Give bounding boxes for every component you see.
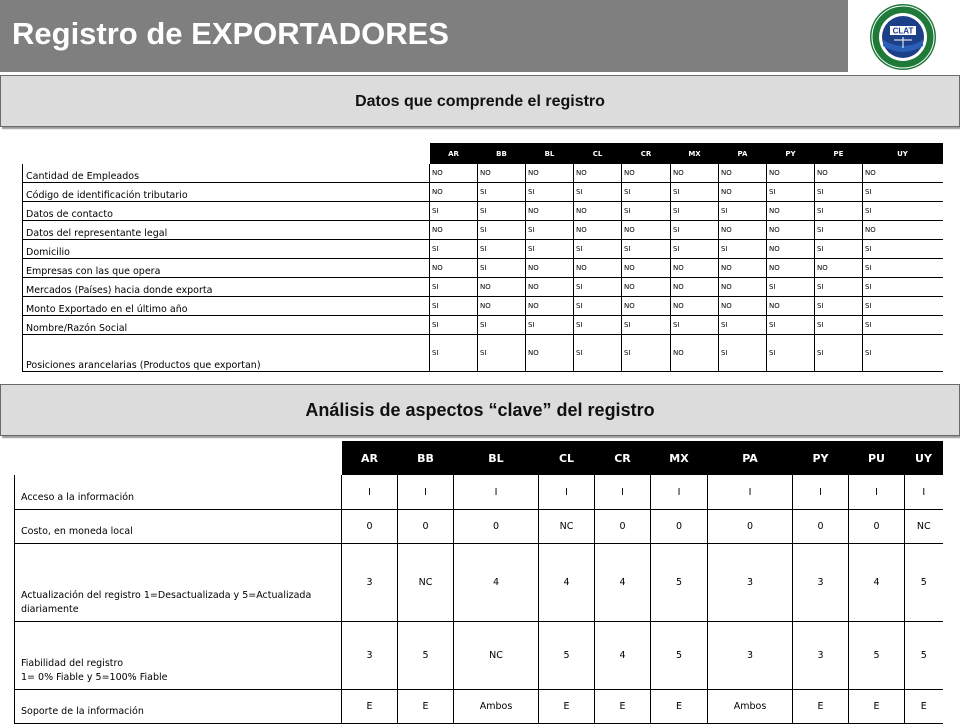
table-cell: NO (622, 221, 671, 240)
clat-seal-logo (850, 0, 960, 72)
table-cell: 4 (849, 544, 905, 622)
table-cell: 4 (539, 544, 595, 622)
row-label: Monto Exportado en el último año (23, 297, 430, 316)
table-cell: NO (526, 278, 574, 297)
table-cell: 5 (905, 544, 943, 622)
table-cell: SI (430, 297, 478, 316)
table-cell: 0 (849, 510, 905, 544)
table-cell: NO (767, 221, 815, 240)
column-header: MX (651, 441, 708, 475)
table-cell: SI (526, 221, 574, 240)
table-cell: SI (815, 297, 863, 316)
table-cell: 5 (539, 622, 595, 690)
table-cell: SI (430, 335, 478, 372)
table-cell: NO (719, 164, 767, 183)
table-cell: NO (526, 297, 574, 316)
table-cell: SI (526, 316, 574, 335)
table-cell: NO (526, 164, 574, 183)
column-header: UY (863, 143, 943, 164)
table-cell: SI (671, 316, 719, 335)
table-cell: NC (905, 510, 943, 544)
table-cell: NO (719, 297, 767, 316)
row-label: Fiabilidad del registro 1= 0% Fiable y 5=100% Fiable (15, 622, 342, 690)
column-header: CL (539, 441, 595, 475)
table-cell: NO (815, 164, 863, 183)
table-cell: SI (719, 316, 767, 335)
table-cell: SI (719, 240, 767, 259)
table-cell: NO (430, 221, 478, 240)
table-row (23, 202, 943, 221)
table-cell: NO (815, 259, 863, 278)
table-corner (15, 441, 342, 475)
table-cell: SI (863, 183, 943, 202)
table-cell: SI (526, 240, 574, 259)
table-cell: SI (863, 278, 943, 297)
table-cell: NO (719, 278, 767, 297)
row-label: Nombre/Razón Social (23, 316, 430, 335)
table-cell: SI (863, 259, 943, 278)
table-cell: 0 (595, 510, 651, 544)
table-cell: NO (526, 335, 574, 372)
table-cell: SI (622, 240, 671, 259)
section-header-analisis (0, 384, 960, 436)
row-label: Soporte de la información (15, 690, 342, 724)
table-cell: NO (719, 259, 767, 278)
column-header: PY (793, 441, 849, 475)
table-cell: 3 (793, 622, 849, 690)
table-cell: NO (719, 183, 767, 202)
table-cell: 5 (651, 544, 708, 622)
row-label: Mercados (Países) hacia donde exporta (23, 278, 430, 297)
table-cell: I (708, 475, 793, 510)
table-cell: 0 (398, 510, 454, 544)
table-cell: NO (863, 164, 943, 183)
table-cell: SI (430, 316, 478, 335)
table-cell: SI (574, 335, 622, 372)
table-cell: NO (526, 202, 574, 221)
table-cell: SI (478, 202, 526, 221)
table-cell: NO (767, 240, 815, 259)
table-cell: SI (671, 221, 719, 240)
table-cell: SI (430, 240, 478, 259)
table-row (23, 335, 943, 372)
table-cell: NO (767, 164, 815, 183)
table-cell: SI (863, 240, 943, 259)
table-cell: E (651, 690, 708, 724)
table-cell: 5 (651, 622, 708, 690)
table-cell: SI (815, 316, 863, 335)
table-cell: SI (815, 278, 863, 297)
table-cell: SI (478, 221, 526, 240)
column-header: BL (526, 143, 574, 164)
table-cell: SI (863, 202, 943, 221)
column-header: PA (719, 143, 767, 164)
table-cell: E (398, 690, 454, 724)
table-row (15, 690, 943, 724)
table-cell: SI (574, 240, 622, 259)
table-cell: 5 (398, 622, 454, 690)
table-cell: NO (478, 164, 526, 183)
row-label: Código de identificación tributario (23, 183, 430, 202)
table-cell: 3 (342, 622, 398, 690)
table-cell: SI (767, 316, 815, 335)
table-cell: SI (478, 335, 526, 372)
table-cell: SI (671, 183, 719, 202)
column-header: BL (454, 441, 539, 475)
row-label: Costo, en moneda local (15, 510, 342, 544)
table-cell: NC (454, 622, 539, 690)
table-cell: SI (719, 335, 767, 372)
table-cell: SI (671, 240, 719, 259)
table-row (23, 183, 943, 202)
table-cell: NO (478, 278, 526, 297)
table-cell: NO (574, 259, 622, 278)
table-cell: SI (526, 183, 574, 202)
section-title-analisis: Análisis de aspectos “clave” del registro (305, 400, 655, 420)
column-header: AR (342, 441, 398, 475)
table-cell: NO (574, 164, 622, 183)
table-row (23, 278, 943, 297)
table-cell: NO (767, 297, 815, 316)
table-row (23, 240, 943, 259)
column-header: CR (622, 143, 671, 164)
table-cell: SI (622, 202, 671, 221)
logo-text: CLAT (892, 26, 914, 36)
table-cell: SI (719, 202, 767, 221)
table-cell: NO (671, 278, 719, 297)
logo-box (850, 0, 960, 72)
column-header: MX (671, 143, 719, 164)
table-cell: SI (478, 183, 526, 202)
table-cell: SI (815, 183, 863, 202)
table-cell: NO (478, 297, 526, 316)
table-cell: 0 (793, 510, 849, 544)
column-header: PY (767, 143, 815, 164)
table-cell: NO (863, 221, 943, 240)
table-cell: I (454, 475, 539, 510)
row-label: Actualización del registro 1=Desactualizada y 5=Actualizada diariamente (15, 544, 342, 622)
table-row (15, 544, 943, 622)
table-cell: NO (574, 202, 622, 221)
table-cell: 3 (342, 544, 398, 622)
table-cell: SI (430, 202, 478, 221)
table-cell: SI (815, 221, 863, 240)
table-cell: NO (622, 259, 671, 278)
column-header: AR (430, 143, 478, 164)
column-header: CL (574, 143, 622, 164)
table-cell: I (539, 475, 595, 510)
column-header: CR (595, 441, 651, 475)
table-row (23, 259, 943, 278)
table-cell: NO (526, 259, 574, 278)
column-header: BB (398, 441, 454, 475)
table-cell: I (342, 475, 398, 510)
table-cell: NO (622, 164, 671, 183)
table-cell: E (905, 690, 943, 724)
column-header: PA (708, 441, 793, 475)
table-cell: 3 (708, 622, 793, 690)
table-cell: NO (671, 335, 719, 372)
column-header: PU (849, 441, 905, 475)
table-cell: I (905, 475, 943, 510)
table-cell: SI (815, 335, 863, 372)
table-row (23, 164, 943, 183)
table-cell: I (398, 475, 454, 510)
table-cell: SI (671, 202, 719, 221)
table-cell: SI (574, 297, 622, 316)
table-cell: Ambos (708, 690, 793, 724)
table-cell: NO (719, 221, 767, 240)
table-row (23, 221, 943, 240)
table-cell: SI (478, 316, 526, 335)
row-label: Acceso a la información (15, 475, 342, 510)
table-cell: NO (430, 183, 478, 202)
table-cell: 4 (595, 622, 651, 690)
row-label: Cantidad de Empleados (23, 164, 430, 183)
table-cell: I (849, 475, 905, 510)
table-cell: NO (622, 297, 671, 316)
table-cell: I (595, 475, 651, 510)
table-cell: SI (478, 240, 526, 259)
table-cell: NO (430, 259, 478, 278)
table-row (15, 622, 943, 690)
table-row (15, 510, 943, 544)
row-label: Posiciones arancelarias (Productos que exportan) (23, 335, 430, 372)
table-cell: 3 (708, 544, 793, 622)
table-cell: SI (622, 335, 671, 372)
table-cell: E (849, 690, 905, 724)
table-corner (23, 143, 430, 164)
table-cell: I (793, 475, 849, 510)
row-label: Datos de contacto (23, 202, 430, 221)
analisis-registro-table (14, 441, 943, 724)
table-cell: SI (574, 183, 622, 202)
table-cell: E (342, 690, 398, 724)
table-cell: NO (671, 297, 719, 316)
table-cell: SI (622, 316, 671, 335)
table-cell: SI (863, 316, 943, 335)
header-bar (0, 0, 848, 72)
table-row (23, 297, 943, 316)
table-cell: 5 (905, 622, 943, 690)
table-cell: E (595, 690, 651, 724)
table-cell: NO (574, 221, 622, 240)
table-cell: SI (863, 335, 943, 372)
datos-registro-table (22, 143, 943, 372)
table-cell: NO (767, 202, 815, 221)
table-cell: SI (767, 335, 815, 372)
table-cell: 5 (849, 622, 905, 690)
row-label: Datos del representante legal (23, 221, 430, 240)
row-label: Empresas con las que opera (23, 259, 430, 278)
table-cell: SI (478, 259, 526, 278)
row-label: Domicilio (23, 240, 430, 259)
table-cell: 0 (708, 510, 793, 544)
table-cell: SI (574, 316, 622, 335)
table-cell: SI (815, 202, 863, 221)
table-cell: SI (622, 183, 671, 202)
table-cell: NC (398, 544, 454, 622)
table-cell: 0 (651, 510, 708, 544)
table-cell: SI (767, 183, 815, 202)
table-cell: 4 (454, 544, 539, 622)
table-cell: SI (815, 240, 863, 259)
table-cell: NC (539, 510, 595, 544)
table-cell: NO (767, 259, 815, 278)
table-cell: SI (863, 297, 943, 316)
table-cell: 0 (342, 510, 398, 544)
table-cell: SI (430, 278, 478, 297)
section-header-datos (0, 75, 960, 127)
table-cell: NO (430, 164, 478, 183)
section-title-datos: Datos que comprende el registro (355, 93, 605, 110)
table-cell: NO (671, 259, 719, 278)
table-cell: NO (622, 278, 671, 297)
table-cell: NO (671, 164, 719, 183)
table-cell: SI (767, 278, 815, 297)
table-cell: E (539, 690, 595, 724)
table-cell: 0 (454, 510, 539, 544)
table-cell: 4 (595, 544, 651, 622)
page-title: Registro de EXPORTADORES (12, 16, 449, 51)
table-row (15, 475, 943, 510)
column-header: PE (815, 143, 863, 164)
table-cell: E (793, 690, 849, 724)
table-cell: 3 (793, 544, 849, 622)
table-cell: I (651, 475, 708, 510)
table-cell: SI (574, 278, 622, 297)
column-header: BB (478, 143, 526, 164)
table-cell: Ambos (454, 690, 539, 724)
table-row (23, 316, 943, 335)
column-header: UY (905, 441, 943, 475)
